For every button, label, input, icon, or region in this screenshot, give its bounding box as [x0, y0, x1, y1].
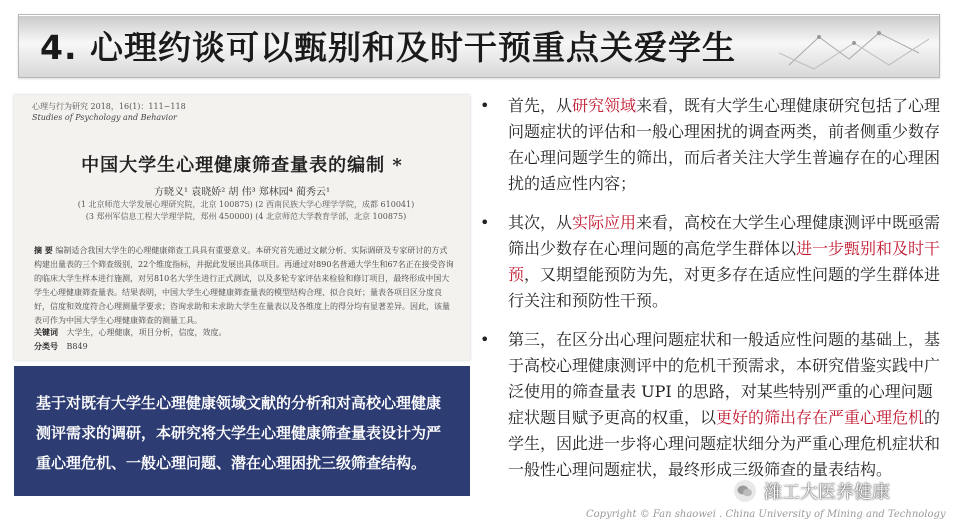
abstract-label: 摘 要 [34, 245, 53, 255]
paper-keywords [34, 327, 227, 338]
paper-title: 中国大学生心理健康筛查量表的编制 * [81, 155, 403, 176]
class-label: 分类号 [34, 341, 58, 351]
abstract-text: 编制适合我国大学生的心理健康筛查工具具有重要意义。本研究首先通过文献分析、实际调研及专家研讨的方式构建出量表的三个筛查级别，22个维度指标，并据此发展出具体项目。再通过对890名普通大学生和67名正在接受咨询的临床大学生样本进行施测，对另810名大学生进行正式测试，以及多轮专家评估来检验和修订项目，最终形成中国大学生心理健康筛查量表。结果表明，中国大学生心理健康筛查量表的模型结构合理、拟合良好；量表各项目区分度良好，信度和效度符合心理测量学要求；咨询求助和未求助大学生在量表以及各维度上的得分均有显著差异。因此，该量表可作为中国大学生心理健康筛查的测量工具。 [34, 246, 454, 325]
wechat-icon [734, 480, 756, 502]
decorative-lines-icon [779, 25, 929, 75]
highlight-text: 更好的筛出存在严重心理危机 [716, 408, 925, 427]
paper-abstract [34, 243, 454, 328]
affiliation-line: (1 北京师范大学发展心理研究院，北京 100875) (2 西南民族大学心理学学院，成都 610041) [77, 200, 415, 209]
bullet-text: ，又期望能预防为先，对更多存在适应性问题的学生群体进行关注和预防性干预。 [508, 265, 941, 310]
bullet-text: 第三，在区分出心理问题症状和一般适应性问题的基础上，基于高校心理健康测评中的危机干预需求，本研究借鉴实践中广泛使用的筛查量表 UPI 的思路，对某些特别严重的心理问题症状题目赋予更高的权重，以 [508, 330, 941, 427]
highlight-text: 研究领域 [572, 96, 637, 115]
paper-affiliations [36, 199, 456, 223]
paper-classification [34, 341, 88, 352]
affiliation-line: (3 郑州军信息工程大学理学院，郑州 450000) (4 北京师范大学教育学部，北京 100875) [85, 212, 407, 221]
watermark-text: 潍工大医养健康 [764, 482, 890, 503]
bullet-text: 首先，从 [508, 96, 573, 115]
bullet-text: 的学生，因此进一步将心理问题症状细分为严重心理危机症状和一般性心理问题症状，最终形成三级筛查的量表结构。 [508, 408, 941, 479]
bullet-dot-icon: • [480, 96, 490, 115]
bullet-item [480, 327, 945, 483]
slide-title: 4. 心理约谈可以甄别和及时干预重点关爱学生 [40, 28, 736, 67]
copyright-footer: Copyright © Fan shaowei . China University of Mining and Technology [586, 509, 946, 520]
summary-box: 基于对既有大学生心理健康领域文献的分析和对高校心理健康测评需求的调研，本研究将大学生心理健康筛查量表设计为严重心理危机、一般心理问题、潜在心理困扰三级筛查结构。 [14, 366, 470, 496]
keywords-label: 关键词 [34, 327, 58, 337]
highlight-text: 进一步甄别和及时干预 [508, 239, 941, 284]
wechat-watermark [734, 476, 944, 506]
bullet-text: 来看，高校在大学生心理健康测评中既亟需筛出少数存在心理问题的高危学生群体以 [508, 213, 941, 258]
paper-authors: 方晓义¹ 袁晓娇² 胡 伟³ 郑林园⁴ 蔺秀云¹ [154, 187, 330, 198]
journal-english: Studies of Psychology and Behavior [32, 113, 177, 122]
journal-line: 心理与行为研究 2018，16(1)：111~118 [32, 102, 186, 111]
bullet-item [480, 93, 945, 197]
bullet-dot-icon: • [480, 213, 490, 232]
bullet-list [480, 93, 945, 483]
bullet-dot-icon: • [480, 330, 490, 349]
paper-image [14, 95, 470, 360]
class-text: B849 [66, 342, 88, 351]
bullet-text: 来看，既有大学生心理健康研究包括了心理问题症状的评估和一般心理困扰的调查两类，前者侧重少数存在心理问题学生的筛出，而后者关注大学生普遍存在的心理困扰的适应性内容； [508, 96, 941, 193]
keywords-text: 大学生，心理健康，项目分析，信度，效度。 [66, 328, 227, 337]
bullet-text: 其次，从 [508, 213, 573, 232]
highlight-text: 实际应用 [572, 213, 637, 232]
bullet-item [480, 210, 945, 314]
